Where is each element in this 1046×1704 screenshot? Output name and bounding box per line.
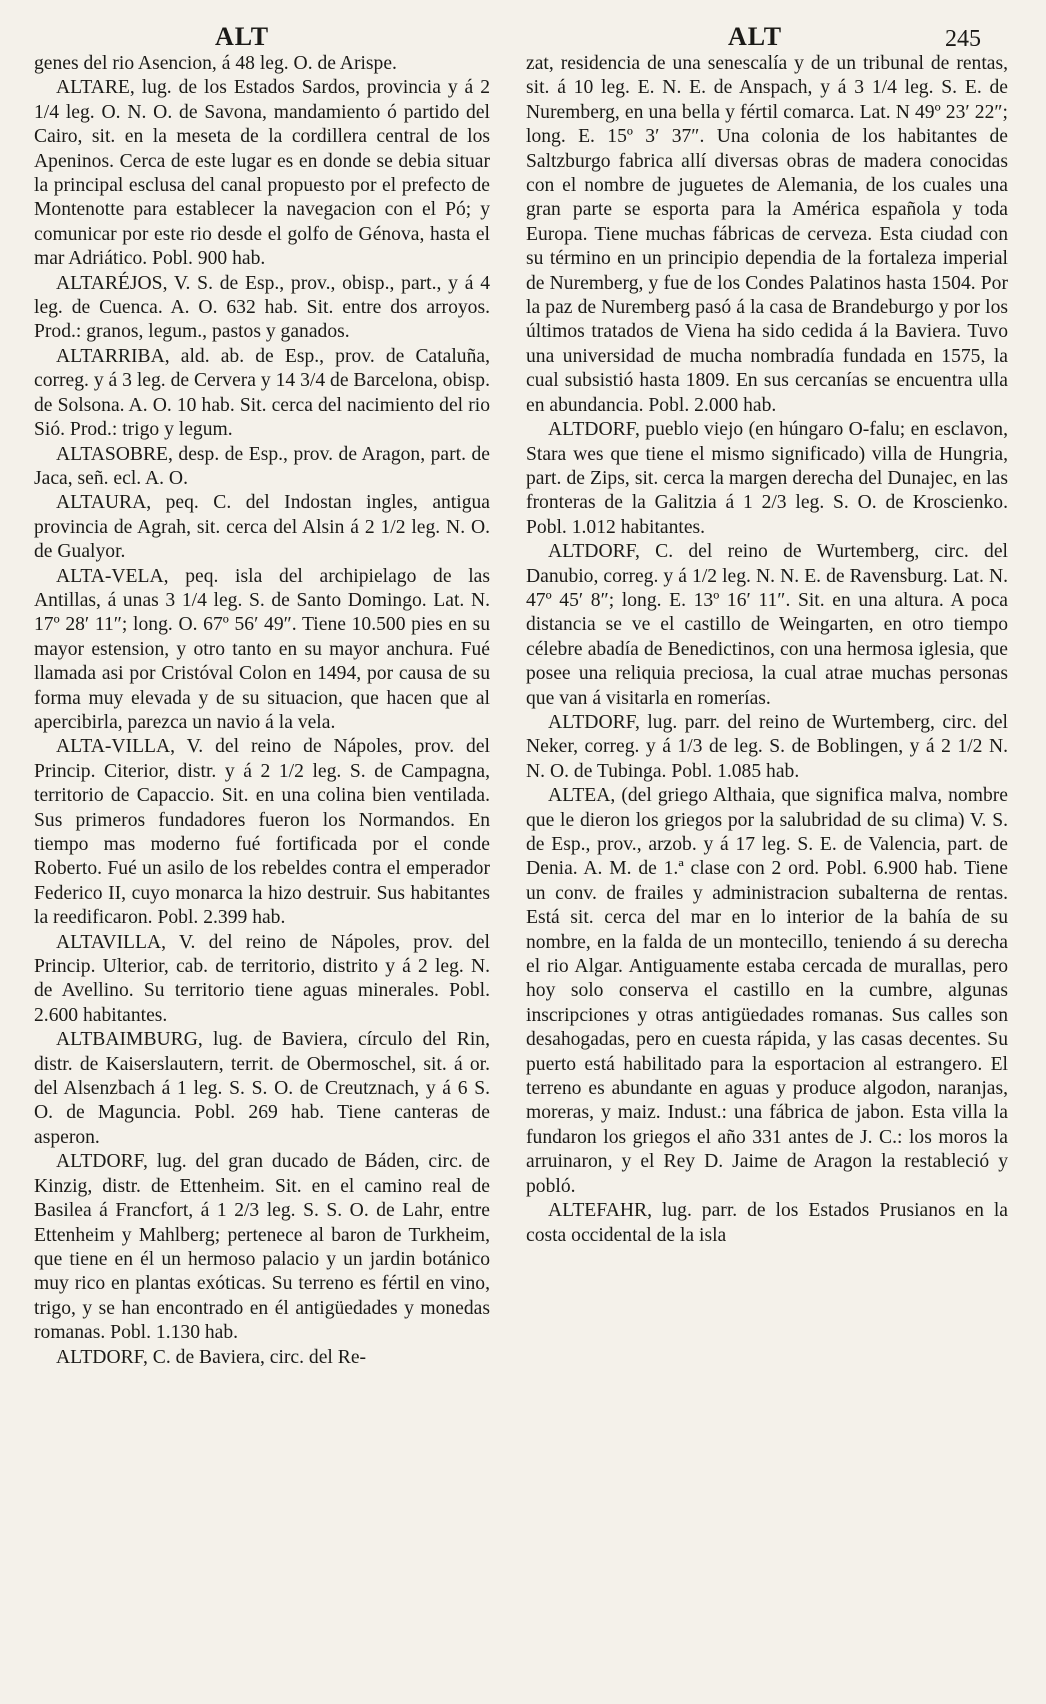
left-column (34, 52, 490, 1370)
entry-text: ALTAURA, peq. C. del Indostan ingles, antigua provincia de Agrah, sit. cerca del Alsin á 2 1/2 leg. N. O. de Gualyor. (34, 492, 490, 563)
entry-text: ALTDORF, C. de Baviera, circ. del Re- (56, 1346, 367, 1368)
entry-text: ALTA-VILLA, V. del reino de Nápoles, prov. del Princip. Citerior, distr. y á 2 1/2 leg. S. de Campagna, territorio de Capaccio. Sit. en una colina bien ventilada. Sus primeros fundadores fueron los Normandos. En tiempo mas moderno fué fortificada por el conde Roberto. Fué un asilo de los rebeldes contra el emperador Federico II, cuyo monarca la hizo destruir. Sus habitantes la reedificaron. Pobl. 2.399 hab. (34, 736, 490, 929)
page-number: 245 (945, 26, 981, 52)
entry-text: ALTEA, (del griego Althaia, que significa malva, nombre que le dieron los griegos por la salubridad de su clima) V. S. de Esp., prov., arzob. y á 17 leg. S. E. de Valencia, part. de Denia. A. M. de 1.ª clase con 2 ord. Pobl. 6.900 hab. Tiene un conv. de frailes y administracion subalterna de rentas. Está sit. cerca del mar en lo interior de la bahía de su nombre, en la falda de un montecillo, teniendo á su derecha el rio Algar. Antiguamente estaba cercada de murallas, pero hoy solo conserva el castillo en la cumbre, algunas inscripciones y otras antigüedades romanas. Sus calles son desahogadas, pero en cuesta rápida, y las casas decentes. Su puerto está habilitado para la esportacion al estrangero. El terreno es abundante en aguas y produce algodon, naranjas, moreras, y maiz. Indust.: una fábrica de jabon. Esta villa la fundaron los griegos el año 331 antes de J. C.: los moros la arruinaron, y el Rey D. Jaime de Aragon la restableció y pobló. (526, 785, 1008, 1197)
entry-text: ALTDORF, pueblo viejo (en húngaro O-falu; en esclavon, Stara wes que tiene el mismo significado) villa de Hungria, part. de Zips, sit. cerca la margen derecha del Dunajec, en las fronteras de la Galitzia á 1 2/3 leg. S. O. de Kroscienko. Pobl. 1.012 habitantes. (526, 419, 1008, 538)
entry-text: ALTA-VELA, peq. isla del archipielago de las Antillas, á unas 3 1/4 leg. S. de Santo Domingo. Lat. N. 17º 28′ 11″; long. O. 67º 56′ 49″. Tiene 10.500 pies en su mayor estension, y otro tanto en su mayor anchura. Fué llamada asi por Cristóval Colon en 1494, por causa de su forma muy elevada y de su situacion, que hacen que al apercibirla, parezca un navio á la vela. (34, 565, 490, 733)
running-head-right: ALT (728, 22, 783, 51)
entry-text: genes del rio Asencion, á 48 leg. O. de Arispe. (34, 53, 397, 74)
entry-text: ALTDORF, lug. parr. del reino de Wurtemberg, circ. del Neker, correg. y á 1/3 de leg. S. de Boblingen, y á 2 1/2 N. N. O. de Tubinga. Pobl. 1.085 hab. (526, 711, 1008, 782)
entry-text: zat, residencia de una senescalía y de un tribunal de rentas, sit. á 10 leg. E. N. E. de Anspach, y á 3 1/4 leg. S. E. de Nuremberg, en una bella y fértil comarca. Lat. N 49º 23′ 22″; long. E. 15º 3′ 37″. Una colonia de los habitantes de Saltzburgo fabrica allí diversas obras de madera conocidas con el nombre de juguetes de Alemania, de los cuales una gran parte se esporta para la América española y toda Europa. Tiene muchas fábricas de cerveza. Esta ciudad con su término en un principio dependia de la fortaleza imperial de Nuremberg, y fue de los Condes Palatinos hasta 1504. Por la paz de Nuremberg pasó á la casa de Brandeburgo y por los últimos tratados de Viena ha sido cedida á la Baviera. Tuvo una universidad de mucha nombradía fundada en 1575, la cual subsistió hasta 1809. En sus cercanías se encuentra ulla en abundancia. Pobl. 2.000 hab. (526, 53, 1008, 416)
running-head-left: ALT (215, 22, 270, 51)
entry-text: ALTAVILLA, V. del reino de Nápoles, prov. del Princip. Ulterior, cab. de territorio, distrito y á 2 leg. N. de Avellino. Su territorio tiene aguas minerales. Pobl. 2.600 habitantes. (34, 931, 490, 1026)
entry-text: ALTARE, lug. de los Estados Sardos, provincia y á 2 1/4 leg. O. N. O. de Savona, mandamiento ó partido del Cairo, sit. en la meseta de la cordillera central de los Apeninos. Cerca de este lugar es en donde se debia situar la principal esclusa del canal propuesto por el prefecto de Montenotte para establecer la navegacion con el Pó; y comunicar por este rio desde el golfo de Génova, hasta el mar Adriático. Pobl. 900 hab. (34, 77, 490, 270)
entry-text: ALTARÉJOS, V. S. de Esp., prov., obisp., part., y á 4 leg. de Cuenca. A. O. 632 hab. Sit. entre dos arroyos. Prod.: granos, legum., pastos y ganados. (34, 272, 490, 343)
entry-text: ALTBAIMBURG, lug. de Baviera, círculo del Rin, distr. de Kaiserslautern, territ. de Obermoschel, sit. á or. del Alsenzbach á 1 leg. S. S. O. de Creutznach, y á 6 S. O. de Maguncia. Pobl. 269 hab. Tiene canteras de asperon. (34, 1029, 490, 1148)
entry-text: ALTARRIBA, ald. ab. de Esp., prov. de Cataluña, correg. y á 3 leg. de Cervera y 14 3/4 de Barcelona, obisp. de Solsona. A. O. 10 hab. Sit. cerca del nacimiento del rio Sió. Prod.: trigo y legum. (34, 345, 490, 441)
entry-text: ALTASOBRE, desp. de Esp., prov. de Aragon, part. de Jaca, señ. ecl. A. O. (34, 443, 490, 489)
entry-text: ALTDORF, lug. del gran ducado de Báden, circ. de Kinzig, distr. de Ettenheim. Sit. en el camino real de Basilea á Francfort, á 1 2/3 leg. S. S. O. de Lahr, entre Ettenheim y Mahlberg; pertenece al baron de Turkheim, que tiene en él un hermoso palacio y un jardin botánico muy rico en plantas exóticas. Su terreno es fértil en vino, trigo, y se han encontrado en él antigüedades y monedas romanas. Pobl. 1.130 hab. (34, 1151, 490, 1344)
entry-text: ALTDORF, C. del reino de Wurtemberg, circ. del Danubio, correg. y á 1/2 leg. N. N. E. de Ravensburg. Lat. N. 47º 45′ 8″; long. E. 13º 16′ 11″. Sit. en una altura. A poca distancia se ve el castillo de Weingarten, en otro tiempo célebre abadía de Benedictinos, con una hermosa iglesia, que posee una reliquia preciosa, la cual atrae muchas personas que van á visitarla en romerías. (526, 541, 1008, 709)
entry-text: ALTEFAHR, lug. parr. de los Estados Prusianos en la costa occidental de la isla (526, 1200, 1008, 1246)
right-column (526, 52, 1008, 1248)
